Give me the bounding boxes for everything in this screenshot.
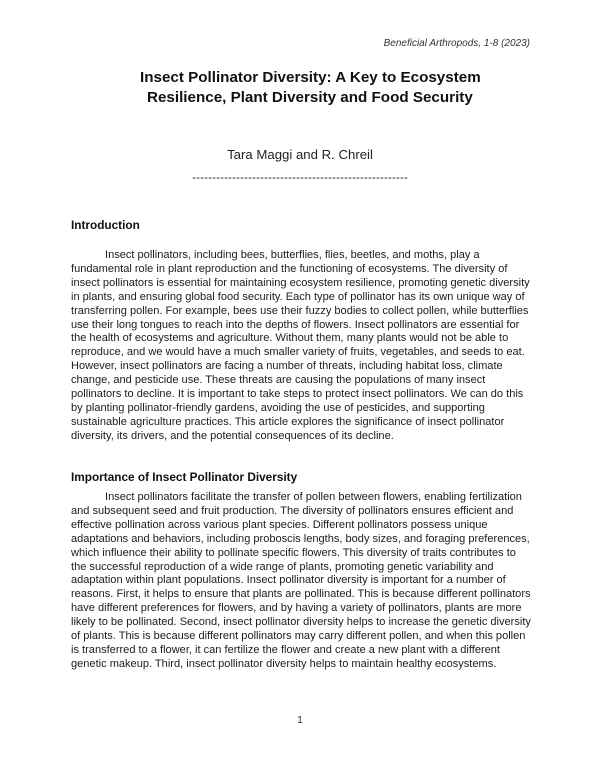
section-heading-importance: Importance of Insect Pollinator Diversity: [71, 470, 298, 484]
article-authors: Tara Maggi and R. Chreil: [227, 147, 373, 162]
page-number: 1: [297, 714, 303, 726]
journal-citation: Beneficial Arthropods, 1-8 (2023): [383, 38, 530, 49]
article-title-line-2: Resilience, Plant Diversity and Food Security: [147, 89, 473, 106]
title-divider: ------------------------------------------------------: [192, 170, 408, 184]
section-heading-introduction: Introduction: [71, 218, 140, 232]
article-title-line-1: Insect Pollinator Diversity: A Key to Ecosystem: [140, 69, 481, 86]
article-title: [110, 68, 510, 108]
section-paragraph-importance: Insect pollinators facilitate the transfer of pollen between flowers, enabling fertilization and subsequent seed and fruit production. The diversity of pollinators ensures efficient and effective pollination across various plant species. Different pollinators possess unique adaptations and behaviors, including proboscis lengths, body sizes, and foraging preferences, which influence their ability to pollinate specific flowers. This diversity of traits contributes to the successful reproduction of a wide range of plants, promoting genetic variability and adaptation within plant populations. Insect pollinator diversity is important for a number of reasons. First, it helps to ensure that plants are pollinated. This is because different pollinators have different preferences for flowers, and by having a variety of pollinators, plants are more likely to be pollinated. Second, insect pollinator diversity helps to increase the genetic diversity of plants. This is because different pollinators may carry different pollen, and when this pollen is transferred to a flower, it can fertilize the flower and create a new plant with a different genetic makeup. Third, insect pollinator diversity helps to maintain healthy ecosystems.: [71, 491, 531, 670]
section-paragraph-introduction: Insect pollinators, including bees, butterflies, flies, beetles, and moths, play a fundamental role in plant reproduction and the functioning of ecosystems. The diversity of insect pollinators is essential for maintaining ecosystem resilience, promoting genetic diversity in plants, and ensuring global food security. Each type of pollinator has its own unique way of transferring pollen. For example, bees use their fuzzy bodies to collect pollen, while butterflies use their long tongues to reach into the depths of flowers. Insect pollinators are essential for the health of ecosystems and agriculture. Without them, many plants would not be able to reproduce, and we would have a much smaller variety of fruits, vegetables, and seeds to eat. However, insect pollinators are facing a number of threats, including habitat loss, climate change, and pesticide use. These threats are causing the populations of many insect pollinators to decline. It is important to take steps to protect insect pollinators. We can do this by planting pollinator-friendly gardens, avoiding the use of pesticides, and supporting sustainable agriculture practices. This article explores the significance of insect pollinator diversity, its drivers, and the potential consequences of its decline.: [71, 249, 530, 442]
